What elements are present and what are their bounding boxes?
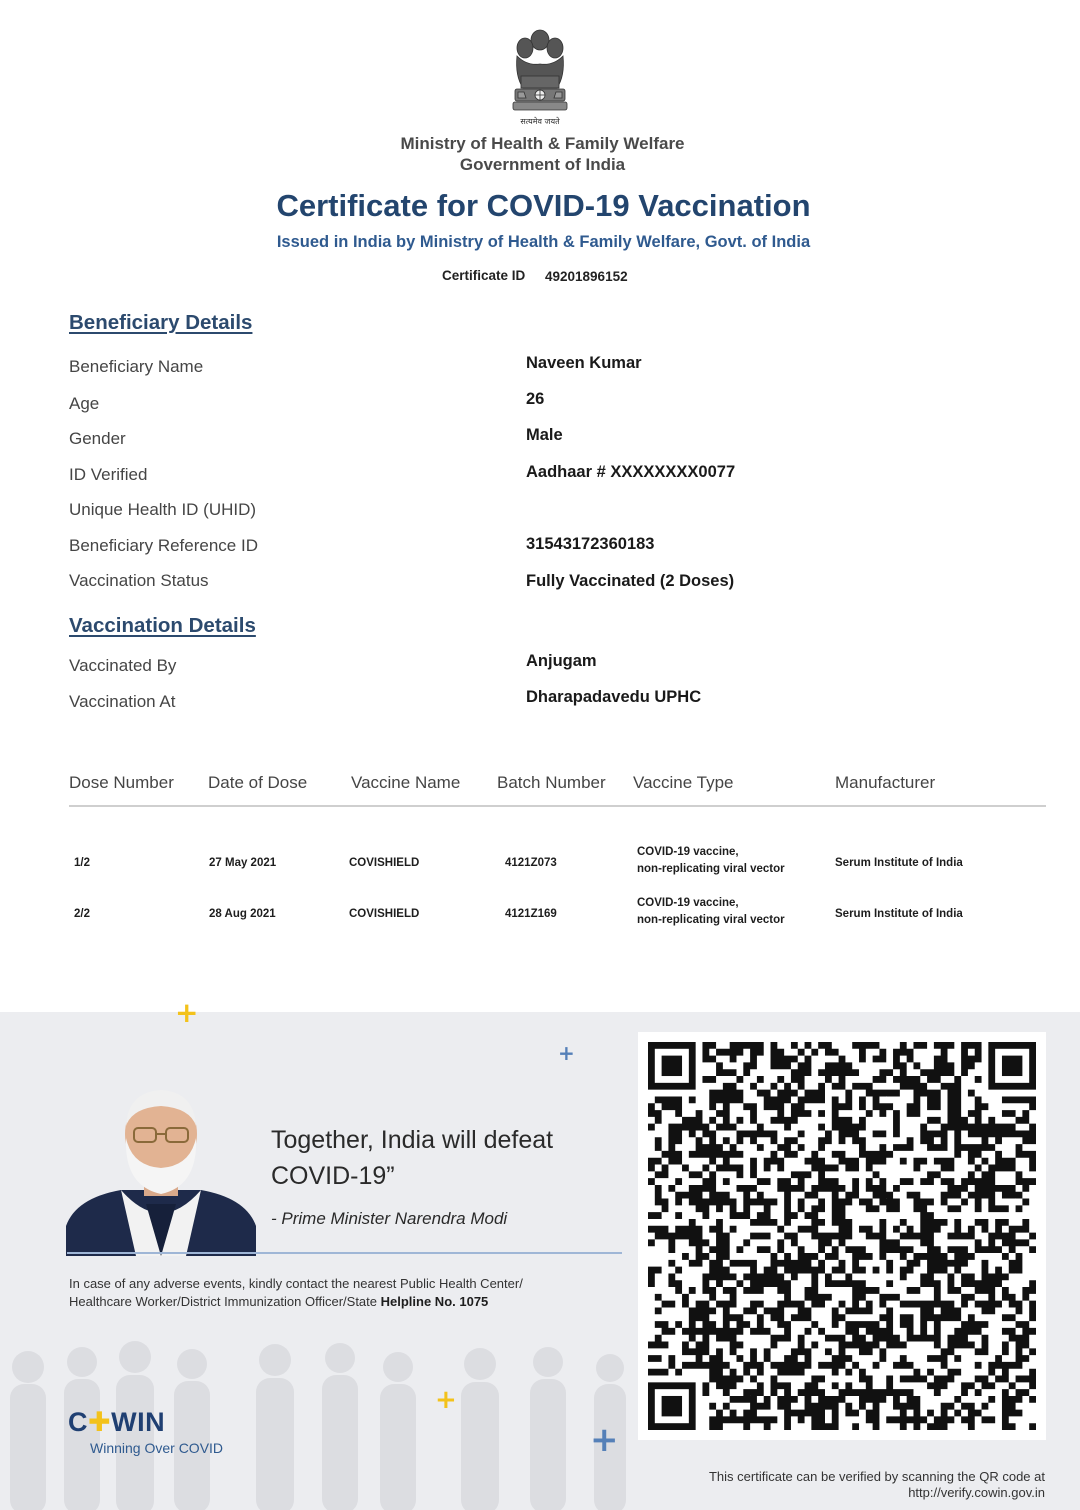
- beneficiary-reference-id-value: 31543172360183: [526, 535, 655, 553]
- table-header-divider: [69, 805, 1046, 807]
- dose-number-cell: 2/2: [74, 908, 90, 920]
- cowin-tagline: Winning Over COVID: [90, 1440, 224, 1456]
- helpline-text-1: In case of any adverse events, kindly contact the nearest Public Health Center/: [69, 1276, 523, 1291]
- emblem-motto: सत्यमेव जयते: [520, 117, 560, 126]
- plus-decoration-icon: +: [435, 1385, 457, 1415]
- plus-decoration-icon: +: [590, 1420, 619, 1460]
- qr-code[interactable]: [648, 1042, 1036, 1430]
- certificate-subtitle: Issued in India by Ministry of Health & Family Welfare, Govt. of India: [276, 233, 811, 251]
- cowin-logo-win: WIN: [111, 1407, 166, 1437]
- quote-divider: [67, 1252, 622, 1254]
- date-of-dose-header: Date of Dose: [208, 773, 308, 792]
- age-value: 26: [526, 390, 545, 408]
- date-of-dose-cell: 27 May 2021: [209, 857, 277, 869]
- manufacturer-header: Manufacturer: [835, 773, 936, 792]
- verification-url[interactable]: http://verify.cowin.gov.in: [908, 1485, 1045, 1500]
- vaccine-type-cell-line1: COVID-19 vaccine,: [637, 846, 739, 858]
- batch-number-header: Batch Number: [497, 773, 606, 792]
- beneficiary-details-heading: Beneficiary Details: [69, 311, 253, 334]
- helpline-notice: [69, 1275, 629, 1311]
- government-name: Government of India: [459, 155, 626, 174]
- cowin-logo: [68, 1407, 165, 1438]
- certificate-id-value: 49201896152: [545, 269, 628, 284]
- pm-quote: [271, 1122, 621, 1194]
- helpline-text-2: Healthcare Worker/District Immunization Officer/State: [69, 1294, 381, 1309]
- gender-label: Gender: [69, 429, 126, 448]
- qr-finder-pattern: [988, 1042, 1036, 1090]
- gender-value: Male: [526, 426, 563, 444]
- qr-finder-pattern: [648, 1042, 696, 1090]
- prime-minister-photo: [66, 1086, 256, 1256]
- vaccinated-by-label: Vaccinated By: [69, 656, 177, 675]
- plus-decoration-icon: +: [558, 1041, 575, 1065]
- beneficiary-reference-id-label: Beneficiary Reference ID: [69, 536, 258, 555]
- vaccinated-by-value: Anjugam: [526, 652, 597, 670]
- uhid-label: Unique Health ID (UHID): [69, 500, 257, 519]
- vaccination-at-label: Vaccination At: [69, 692, 176, 711]
- qr-finder-pattern: [648, 1382, 696, 1430]
- age-label: Age: [69, 394, 100, 413]
- cowin-logo-c: C: [68, 1407, 88, 1437]
- dose-number-header: Dose Number: [69, 773, 174, 792]
- verification-note: [709, 1469, 1045, 1501]
- vaccination-at-value: Dharapadavedu UPHC: [526, 688, 702, 706]
- beneficiary-name-label: Beneficiary Name: [69, 357, 204, 376]
- vaccine-type-cell-line2: non-replicating viral vector: [637, 863, 785, 875]
- pm-quote-attribution: - Prime Minister Narendra Modi: [271, 1209, 508, 1228]
- qr-modules: [648, 1042, 1036, 1430]
- vaccine-name-cell: COVISHIELD: [349, 857, 420, 869]
- certificate-title: Certificate for COVID-19 Vaccination: [276, 188, 811, 223]
- pm-quote-line1: Together, India will defeat: [271, 1126, 554, 1154]
- vaccine-name-header: Vaccine Name: [351, 773, 461, 792]
- pm-quote-line2: COVID-19”: [271, 1162, 395, 1190]
- vaccine-type-header: Vaccine Type: [633, 773, 734, 792]
- cowin-logo-plus-icon: ✚: [88, 1407, 112, 1437]
- helpline-number: Helpline No. 1075: [380, 1294, 489, 1309]
- id-verified-value: Aadhaar # XXXXXXXX0077: [526, 463, 736, 481]
- plus-decoration-icon: +: [175, 996, 199, 1029]
- vaccine-type-cell-line1: COVID-19 vaccine,: [637, 897, 739, 909]
- beneficiary-name-value: Naveen Kumar: [526, 354, 642, 372]
- batch-number-cell: 4121Z169: [505, 908, 557, 920]
- vaccination-details-heading: Vaccination Details: [69, 614, 256, 637]
- manufacturer-cell: Serum Institute of India: [835, 857, 963, 869]
- vaccine-type-cell-line2: non-replicating viral vector: [637, 914, 785, 926]
- certificate-id-label: Certificate ID: [442, 268, 526, 283]
- vaccination-status-label: Vaccination Status: [69, 571, 209, 590]
- id-verified-label: ID Verified: [69, 465, 148, 484]
- batch-number-cell: 4121Z073: [505, 857, 557, 869]
- state-emblem-icon: [505, 26, 575, 128]
- dose-number-cell: 1/2: [74, 857, 90, 869]
- ministry-name: Ministry of Health & Family Welfare: [400, 134, 685, 153]
- date-of-dose-cell: 28 Aug 2021: [209, 908, 276, 920]
- manufacturer-cell: Serum Institute of India: [835, 908, 963, 920]
- vaccination-status-value: Fully Vaccinated (2 Doses): [526, 572, 735, 590]
- vaccine-name-cell: COVISHIELD: [349, 908, 420, 920]
- verification-note-line1: This certificate can be verified by scanning the QR code at: [708, 1469, 1045, 1484]
